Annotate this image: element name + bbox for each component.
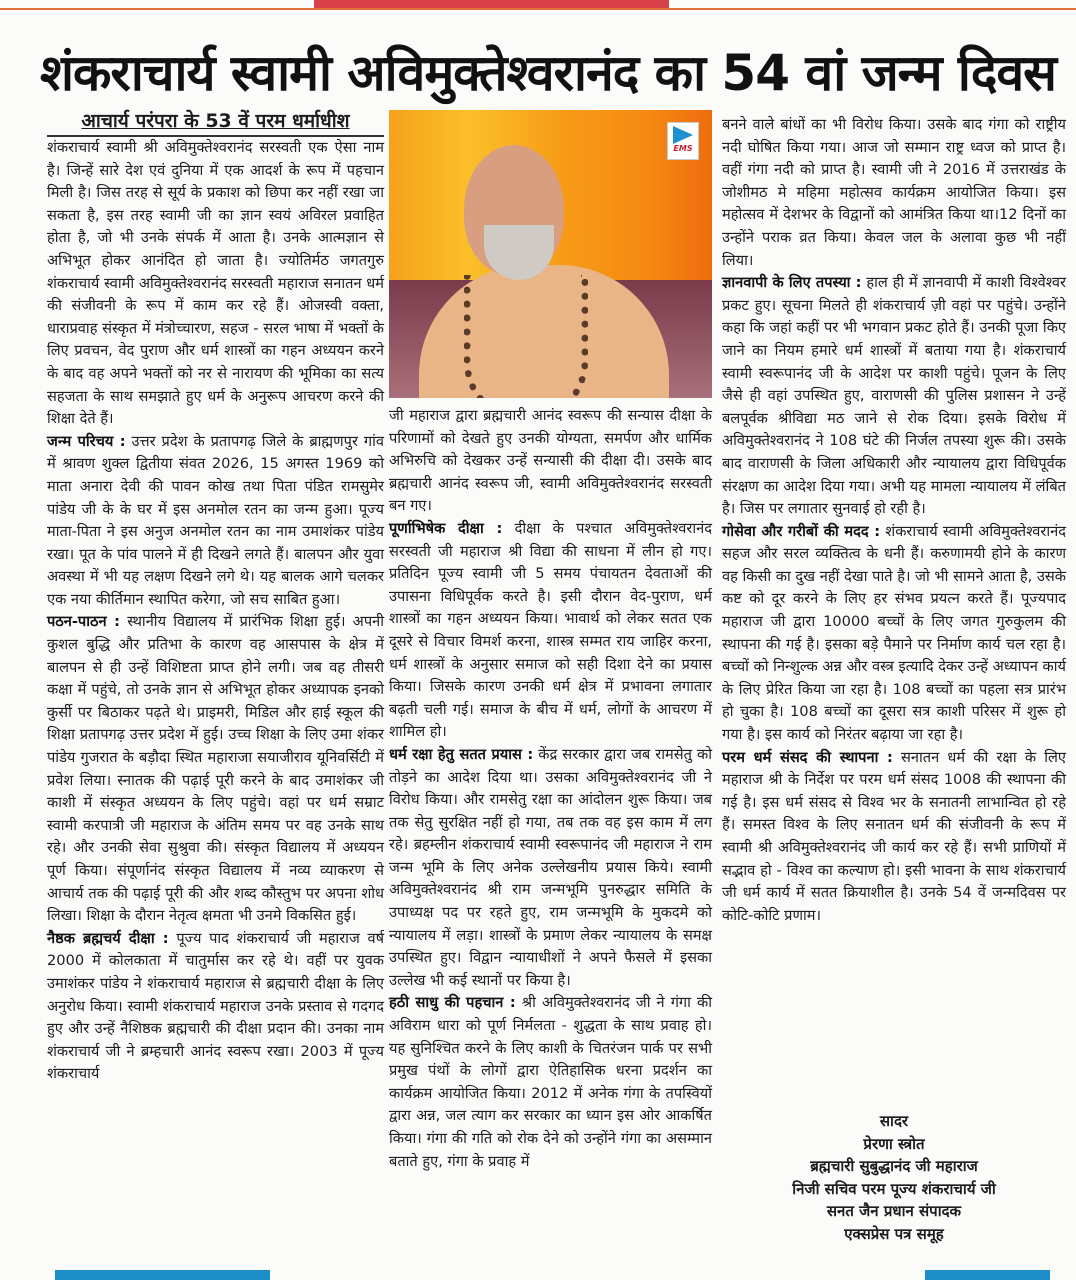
article-photo: [389, 110, 712, 398]
headline: शंकराचार्य स्वामी अविमुक्तेश्वरानंद का 54 वां जन्म दिवस: [40, 44, 1056, 102]
signature-line: निजी सचिव परम पूज्य शंकराचार्य जी: [792, 1179, 996, 1198]
ems-logo-text: EMS: [673, 144, 693, 153]
article-paragraph: [47, 137, 384, 431]
paragraph-heading: धर्म रक्षा हेतु सतत प्रयास :: [389, 745, 534, 763]
paragraph-text: स्थानीय विद्यालय में प्रारंभिक शिक्षा हुई। अपनी कुशल बुद्धि और प्रतिभा के कारण वह आसपास के क्षेत्र में बालपन से ही उन्हें विशिष्टता प्राप्त होने लगी। जब वह तीसरी कक्षा में पहुंचे, तो उनके ज्ञान से अभिभूत होकर अध्यापक इनको कुर्सी पर बिठाकर पढ़ते थे। प्राइमरी, मिडिल और हाई स्कूल की शिक्षा प्रतापगढ़ उत्तर प्रदेश में हुई। उच्च शिक्षा के लिए उमा शंकर पांडेय गुजरात के बड़ौदा स्थित महाराजा सयाजीराव यूनिवर्सिटी में प्रवेश लिया। स्नातक की पढ़ाई पूरी करने के बाद उमाशंकर जी काशी में संस्कृत अध्ययन के लिए पहुंचे। वहां पर धर्म सम्राट स्वामी करपात्री जी महाराज के अंतिम समय पर वह उनके साथ रहे। और उनकी सेवा सुश्रुवा की। संस्कृत विद्यालय में अध्ययन पूर्ण किया। संपूर्णानंद संस्कृत विद्यालय में नव्य व्याकरण से आचार्य तक की पढ़ाई पूरी की और शब्द कौस्तुभ पर अपना शोध लिखा। शिक्षा के दौरान नेतृत्व क्षमता भी उनमे विकसित हुई।: [47, 613, 385, 925]
article-paragraph: [722, 272, 1066, 521]
paragraph-text: शंकराचार्य स्वामी श्री अविमुक्तेश्वरानंद सरस्वती एक ऐसा नाम है। जिन्हें सारे देश एवं दुनिया में एक आदर्श के रूप में पहचान मिली है। जिस तरह से सूर्य के प्रकाश को छिपा कर नहीं रखा जा सकता है, इस तरह स्वामी जी का ज्ञान स्वयं अविरल प्रवाहित होता है, जो भी उनके संपर्क में आता है। उनके आत्मज्ञान से अभिभूत होकर आनंदित हो जाता है। ज्योतिर्मठ जगतगुरु शंकराचार्य स्वामी अविमुक्तेश्वरानंद सरस्वती महाराज सनातन धर्म की संजीवनी के रूप में काम कर रहे हैं। ओजस्वी वक्ता, धाराप्रवाह संस्कृत में मंत्रोच्चारण, सहज - सरल भाषा में भक्तों के लिए प्रवचन, वेद पुराण और धर्म शास्त्रों का गहन अध्ययन करने के बाद वह अपने भक्तों को नर से नारायण की भूमिका का सत्य सहजता के साथ समझाते हुए धर्म के अनुरूप आचरण करने की शिक्षा देते हैं।: [47, 139, 384, 428]
paragraph-heading: नैष्ठक ब्रह्मचर्य दीक्षा :: [47, 929, 169, 947]
paragraph-heading: पूर्णाभिषेक दीक्षा :: [389, 519, 503, 537]
paragraph-heading: गोसेवा और गरीबों की मदद :: [722, 522, 881, 540]
paragraph-text: श्री अविमुक्तेश्वरानंद जी ने गंगा की अविराम धारा को पूर्ण निर्मलता - शुद्धता के साथ प्रवाह हो। यह सुनिश्चित करने के लिए काशी के चितरंजन पार्क पर सभी प्रमुख पंथों के लोगों द्वारा ऐतिहासिक धरना प्रदर्शन का कार्यक्रम आयोजित किया। 2012 में अनेक गंगा के तपस्वियों द्वारा अन्न, जल त्याग कर सरकार का ध्यान इस ओर आकर्षित किया। गंगा की गति को रोक देने को उन्होंने गंगा का असम्मान बताते हुए, गंगा के प्रवाह में: [389, 994, 712, 1170]
signature-block: [722, 1110, 1066, 1245]
article-column-2: [389, 405, 712, 1173]
masthead-rule: [0, 8, 1076, 10]
masthead-red-bar: [314, 0, 669, 8]
article-paragraph: [47, 431, 384, 612]
article-paragraph: [389, 992, 712, 1173]
photo-mala: [464, 275, 588, 398]
article-paragraph: [47, 611, 384, 927]
paragraph-text: सनातन धर्म की रक्षा के लिए महाराज श्री के निर्देश पर परम धर्म संसद 1008 की स्थापना की गई है। इस धर्म संसद से विश्व भर के सनातनी लाभान्वित हो रहे हैं। समस्त विश्व के लिए सनातन धर्म की संजीवनी के रूप में स्वामी श्री अविमुक्तेश्वरानंद जी कार्य कर रहे हैं। सभी प्राणियों में सद्भाव हो - विश्व का कल्याण हो। इसी भावना के साथ शंकराचार्य जी धर्म कार्य में सतत क्रियाशील है। उनके 54 वें जन्मदिवस पर कोटि-कोटि प्रणाम।: [722, 748, 1067, 924]
paragraph-text: उत्तर प्रदेश के प्रतापगढ़ जिले के ब्राह्मणपुर गांव में श्रावण शुक्ल द्वितीया संवत 2026, 15 अगस्त 1969 को माता अनारा देवी की पावन कोख तथा पिता पंडित रामसुमेर पांडेय जी के के घर में इस अनमोल रतन का जन्म हुआ। पूज्य माता-पिता ने इस अनुज अनमोल रतन का नाम उमाशंकर पांडेय रखा। पूत के पांव पालने में ही दिखने लगते हैं। बालपन और युवा अवस्था में भी यह लक्षण दिखने लगे थे। यह बालक आगे चलकर एक नया कीर्तिमान स्थापित करेगा, जो सच साबित हुआ।: [47, 432, 384, 608]
subheading: आचार्य परंपरा के 53 वें परम धर्माधीश: [81, 110, 350, 132]
paragraph-text: शंकराचार्य स्वामी अविमुक्तेश्वरानंद सहज और सरल व्यक्तित्व के धनी हैं। करुणामयी होने के कारण वह किसी का दुख नहीं देखा पाते है। जो भी सामने आता है, उसके कष्ट को दूर करने के लिए हर संभव प्रयत्न करते हैं। पूज्यपाद महाराज जी द्वारा 10000 बच्चों के लिए जगत गुरुकुलम की स्थापना की गई है। इसका बड़े पैमाने पर निर्माण कार्य चल रहा है। बच्चों को निन्शुल्क अन्न और वस्त्र इत्यादि देकर उन्हें अध्यापन कार्य के लिए प्रेरित किया जा रहा है। 108 बच्चों का पहला सत्र प्रारंभ हो चुका है। 108 बच्चों का दूसरा सत्र काशी परिसर में शुरू हो गया है। इस कार्य को निरंतर बढ़ाया जा रहा है।: [722, 522, 1067, 744]
ems-logo: [667, 122, 699, 160]
article-paragraph: [389, 744, 712, 993]
paragraph-heading: पठन-पाठन :: [47, 613, 121, 631]
footer-blue-bar: [55, 1270, 270, 1280]
paragraph-heading: परम धर्म संसद की स्थापना :: [722, 748, 893, 766]
paragraph-text: केंद्र सरकार द्वारा जब रामसेतु को तोड़ने का आदेश दिया था। उसका अविमुक्तेश्वरानंद जी ने विरोध किया। और रामसेतु रक्षा का आंदोलन शुरू किया। जब तक सेतु सुरक्षित नहीं हो गया, तब तक वह इस काम में लग रहे। ब्रहम्लीन शंकराचार्य स्वामी स्वरूपानंद जी महाराज ने राम जन्म भूमि के लिए अनेक उल्लेखनीय प्रयास किये। स्वामी अविमुक्तेश्वरानंद श्री राम जन्मभूमि पुनरुद्धार समिति के उपाध्यक्ष पद पर रहते हुए, राम जन्मभूमि के मुकदमे को न्यायालय में लड़ा। शास्त्रों के प्रमाण लेकर न्यायालय के समक्ष उपस्थित हुए। विद्वान न्यायाधीशों ने अपने फैसले में इसका उल्लेख भी कई स्थानों पर किया है।: [389, 745, 712, 989]
signature-line: ब्रह्मचारी सुबुद्धानंद जी महाराज: [810, 1157, 978, 1175]
footer-blue-bar: [925, 1270, 1050, 1280]
article-paragraph: [722, 114, 1066, 272]
paragraph-heading: जन्म परिचय :: [47, 432, 126, 450]
signature-line: सादर: [879, 1112, 909, 1130]
article-paragraph: [47, 928, 384, 1086]
paragraph-text: जी महाराज द्वारा ब्रह्मचारी आनंद स्वरूप की सन्यास दीक्षा के परिणामों को देखते हुए उनकी योग्यता, समर्पण और धार्मिक अभिरुचि को देखकर उन्हें सन्यासी की दीक्षा दी। उसके बाद ब्रह्मचारी आनंद स्वरूप जी, स्वामी अविमुक्तेश्वरानंद सरस्वती बन गए।: [389, 407, 712, 515]
article-paragraph: [389, 405, 712, 518]
paragraph-text: दीक्षा के पश्चात अविमुक्तेश्वरानंद सरस्वती जी महाराज श्री विद्या की साधना में लीन हो गए। प्रतिदिन पूज्य स्वामी जी 5 समय पंचायतन देवताओं की उपासना विधिपूर्वक करते है। इसी दौरान वेद-पुराण, धर्म शास्त्रों का गहन अध्ययन किया। भावार्थ को लेकर सतत एक दूसरे से विचार विमर्श करना, शास्त्र सम्मत राय जाहिर करना, धर्म शास्त्रों के अनुसार समाज को सही दिशा देने का प्रयास किया। जिसके कारण उनकी धर्म क्षेत्र में प्रभावना लगातार बढ़ती चली गई। समाज के बीच में धर्म, लोगों के आचरण में शामिल हो।: [389, 519, 713, 741]
ems-logo-icon: [673, 126, 693, 144]
article-paragraph: [722, 521, 1066, 747]
article-column-3: [722, 114, 1066, 927]
paragraph-text: पूज्य पाद शंकराचार्य जी महाराज वर्ष 2000 में कोलकाता में चातुर्मास कर रहे थे। वहीं पर युवक उमाशंकर पांडेय ने शंकराचार्य महाराज से ब्रह्मचारी दीक्षा के लिए अनुरोध किया। स्वामी शंकराचार्य महाराज उनके प्रस्ताव से गदगद हुए और उन्हें नैशिष्ठक ब्रह्मचारी की दीक्षा प्रदान की। उनका नाम शंकराचार्य जी ने ब्रम्हचारी आनंद स्वरूप रखा। 2003 में पूज्य शंकराचार्य: [47, 929, 385, 1083]
article-paragraph: [389, 518, 712, 744]
signature-line: सनत जैन प्रधान संपादक: [826, 1202, 962, 1220]
signature-line: एक्सप्रेस पत्र समूह: [844, 1224, 944, 1243]
paragraph-heading: ज्ञानवापी के लिए तपस्या :: [722, 274, 862, 292]
paragraph-text: हाल ही में ज्ञानवापी में काशी विश्वेश्वर प्रकट हुए। सूचना मिलते ही शंकराचार्य ज़ी वहां पर पहुंचे। उन्होंने कहा कि जहां कहीं पर भी भगवान प्रकट होते हैं। उनकी पूजा किए जाने का नियम हमारे धर्म शास्त्रों में बताया गया है। शंकराचार्य स्वामी स्वरूपानंद जी के आदेश पर काशी पहुंचे। पूजन के लिए जैसे ही वहां उपस्थित हुए, वाराणसी की पुलिस प्रशासन ने उन्हें बलपूर्वक श्रीविद्या मठ जाने से रोक दिया। इसके विरोध में अविमुक्तेश्वरानंद ने 108 घंटे की निर्जल तपस्या शुरू की। उसके बाद वाराणसी के जिला अधिकारी और न्यायालय द्वारा विधिपूर्वक संरक्षण का आदेश दिया गया। अभी यह मामला न्यायालय में लंबित है। जिस पर लगातार सुनवाई हो रही है।: [722, 274, 1066, 518]
paragraph-text: बनने वाले बांधों का भी विरोध किया। उसके बाद गंगा को राष्ट्रीय नदी घोषित किया गया। आज जो सम्मान राष्ट्र ध्वज को प्राप्त है। वहीं गंगा नदी को प्राप्त है। स्वामी जी ने 2016 में उत्तराखंड के जोशीमठ मे महिमा महोत्सव कार्यक्रम आयोजित किया। इस महोत्सव में देशभर के विद्वानों को आमंत्रित किया था।12 दिनों का उन्होंने पराक व्रत किया। केवल जल के अलावा कुछ भी नहीं लिया।: [722, 116, 1066, 269]
article-paragraph: [722, 747, 1066, 928]
article-column-1: [47, 137, 384, 1086]
signature-line: प्रेरणा स्त्रोत: [863, 1134, 925, 1153]
paragraph-heading: हठी साधु की पहचान :: [389, 994, 516, 1012]
